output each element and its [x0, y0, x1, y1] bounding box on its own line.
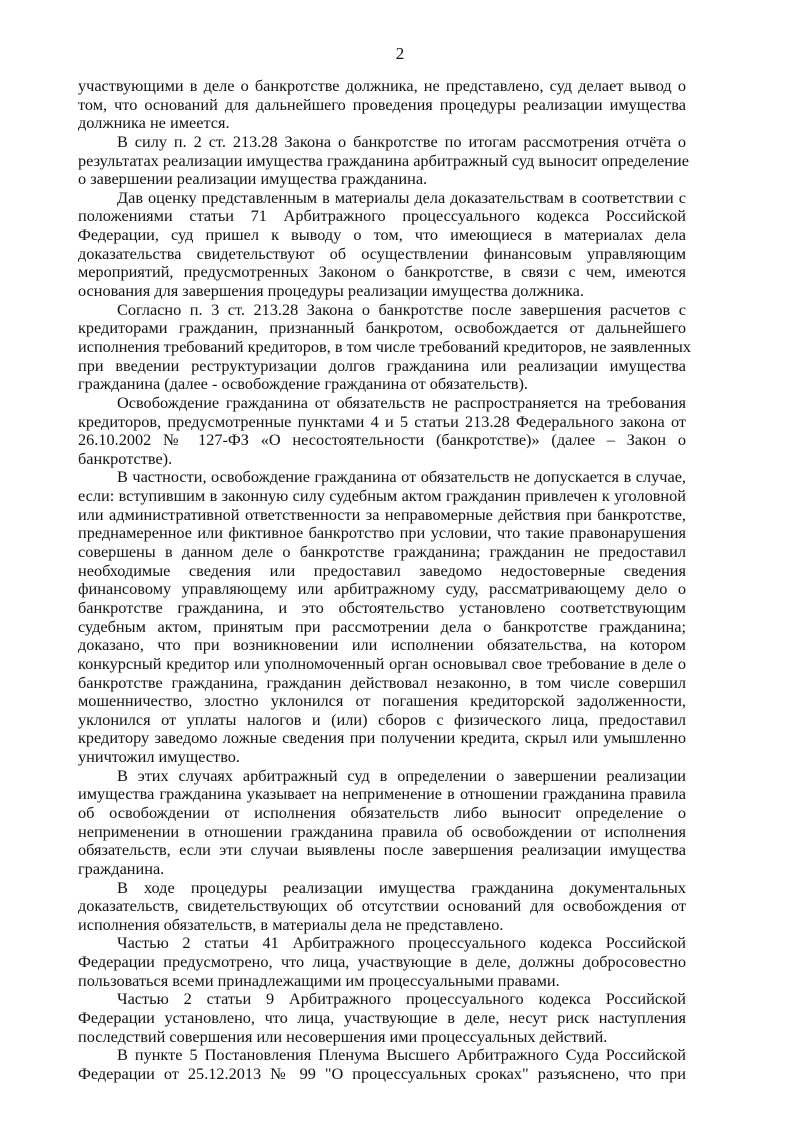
- text-line: Федерации установлено, что лица, участвующие в деле, несут риск наступления: [78, 1008, 686, 1028]
- text-line: должника не имеется.: [78, 113, 230, 133]
- paragraph: [78, 934, 686, 990]
- text-line: участвующими в деле о банкротстве должника, не представлено, суд делает вывод о: [78, 76, 686, 95]
- text-line: пользоваться всеми принадлежащими им процессуальными правами.: [78, 970, 560, 990]
- paragraph: [78, 131, 689, 189]
- text-line: В частности, освобождение гражданина от обязательств не допускается в случае,: [117, 467, 686, 487]
- text-line: исполнения обязательств, в материалы дела не представлено.: [78, 914, 504, 934]
- text-line: необходимые сведения или предоставил заведомо недостоверные сведения: [78, 560, 686, 580]
- text-line: положениями статьи 71 Арбитражного процессуального кодекса Российской: [78, 206, 686, 226]
- paragraph: [78, 879, 686, 935]
- text-line: о завершении реализации имущества гражданина.: [78, 169, 428, 189]
- paragraph: [78, 468, 686, 766]
- text-line: неприменении в отношении гражданина правила об освобождении от исполнения: [78, 821, 686, 841]
- text-line: В силу п. 2 ст. 213.28 Закона о банкротстве по итогам рассмотрения отчёта о: [117, 131, 686, 151]
- paragraph: [78, 394, 686, 469]
- text-line: мошенничество, злостно уклонился от погашения кредиторской задолженности,: [78, 691, 686, 711]
- text-line: или административной ответственности за неправомерные действия при банкротстве,: [78, 504, 686, 524]
- text-line: банкротстве).: [78, 448, 173, 468]
- text-line: кредиторами гражданин, признанный банкротом, освобождается от дальнейшего: [78, 318, 686, 338]
- paragraph: [78, 767, 686, 879]
- text-line: банкротстве гражданина, гражданин действовал незаконно, в том числе совершил: [78, 672, 686, 692]
- text-line: Частью 2 статьи 9 Арбитражного процессуального кодекса Российской: [117, 989, 686, 1009]
- text-line: финансовому управляющему или арбитражному суду, рассматривающему дело о: [78, 579, 686, 599]
- document-body: [78, 76, 691, 1084]
- paragraph: [78, 77, 686, 133]
- text-line: гражданина (далее - освобождение гражданина от обязательств).: [78, 374, 528, 394]
- text-line: В этих случаях арбитражный суд в определении о завершении реализации: [117, 765, 686, 785]
- text-line: совершены в данном деле о банкротстве гражданина; гражданин не предоставил: [78, 542, 686, 562]
- text-line: В ходе процедуры реализации имущества гражданина документальных: [117, 877, 686, 897]
- text-line: том, что оснований для дальнейшего проведения процедуры реализации имущества: [78, 94, 686, 114]
- text-line: конкурсный кредитор или уполномоченный орган основывал свое требование в деле о: [78, 653, 686, 673]
- text-line: банкротстве гражданина, и это обстоятельство установлено соответствующим: [78, 597, 686, 617]
- text-line: уничтожил имущество.: [78, 747, 241, 767]
- text-line: Федерации, суд пришел к выводу о том, что имеющиеся в материалах дела: [78, 225, 686, 245]
- text-line: кредиторов, предусмотренные пунктами 4 и 5 статьи 213.28 Федерального закона от: [78, 411, 686, 431]
- text-line: Частью 2 статьи 41 Арбитражного процессуального кодекса Российской: [117, 933, 686, 953]
- text-line: Согласно п. 3 ст. 213.28 Закона о банкротстве после завершения расчетов с: [117, 299, 686, 319]
- text-line: Освобождение гражданина от обязательств не распространяется на требования: [117, 392, 686, 412]
- paragraph: [78, 990, 686, 1046]
- text-line: имущества гражданина указывает на неприменение в отношении гражданина правила: [78, 784, 686, 804]
- text-line: исполнения требований кредиторов, в том числе требований кредиторов, не заявленных: [78, 336, 691, 356]
- text-line: если: вступившим в законную силу судебным актом гражданин привлечен к уголовной: [78, 486, 686, 506]
- text-line: доказано, что при возникновении или исполнении обязательства, на котором: [78, 635, 686, 655]
- text-line: судебным актом, принятым при рассмотрении дела о банкротстве гражданина;: [78, 616, 686, 636]
- paragraph: [78, 299, 691, 394]
- text-line: преднамеренное или фиктивное банкротство при условии, что такие правонарушения: [78, 523, 686, 543]
- text-line: Федерации от 25.12.2013 № 99 "О процессуальных сроках" разъяснено, что при: [78, 1063, 686, 1083]
- text-line: уклонился от уплаты налогов и (или) сборов с физического лица, предоставил: [78, 709, 686, 729]
- text-line: обязательств, если эти случаи выявлены после завершения реализации имущества: [78, 840, 686, 860]
- text-line: Дав оценку представленным в материалы дела доказательствам в соответствии с: [117, 187, 686, 207]
- text-line: основания для завершения процедуры реализации имущества должника.: [78, 281, 584, 301]
- page-number: 2: [395, 44, 405, 63]
- text-line: мероприятий, предусмотренных Законом о банкротстве, в связи с чем, имеются: [78, 262, 686, 282]
- text-line: последствий совершения или несовершения ими процессуальных действий.: [78, 1026, 608, 1046]
- text-line: Федерации предусмотрено, что лица, участвующие в деле, должны добросовестно: [78, 952, 686, 972]
- text-line: 26.10.2002 № 127-ФЗ «О несостоятельности (банкротстве)» (далее – Закон о: [78, 430, 686, 450]
- text-line: В пункте 5 Постановления Пленума Высшего Арбитражного Суда Российской: [117, 1045, 686, 1065]
- text-line: результатах реализации имущества гражданина арбитражный суд выносит определение: [78, 150, 689, 170]
- text-line: доказательства свидетельствуют об осуществлении финансовым управляющим: [78, 243, 686, 263]
- paragraph: [78, 189, 686, 301]
- text-line: гражданина.: [78, 858, 165, 878]
- text-line: об освобождении от исполнения обязательств либо выносит определение о: [78, 802, 686, 822]
- text-line: кредитору заведомо ложные сведения при получении кредита, скрыл или умышленно: [78, 728, 686, 748]
- text-line: при введении реструктуризации долгов гражданина или реализации имущества: [78, 355, 686, 375]
- paragraph: [78, 1046, 686, 1083]
- text-line: доказательств, свидетельствующих об отсутствии оснований для освобождения от: [78, 896, 686, 916]
